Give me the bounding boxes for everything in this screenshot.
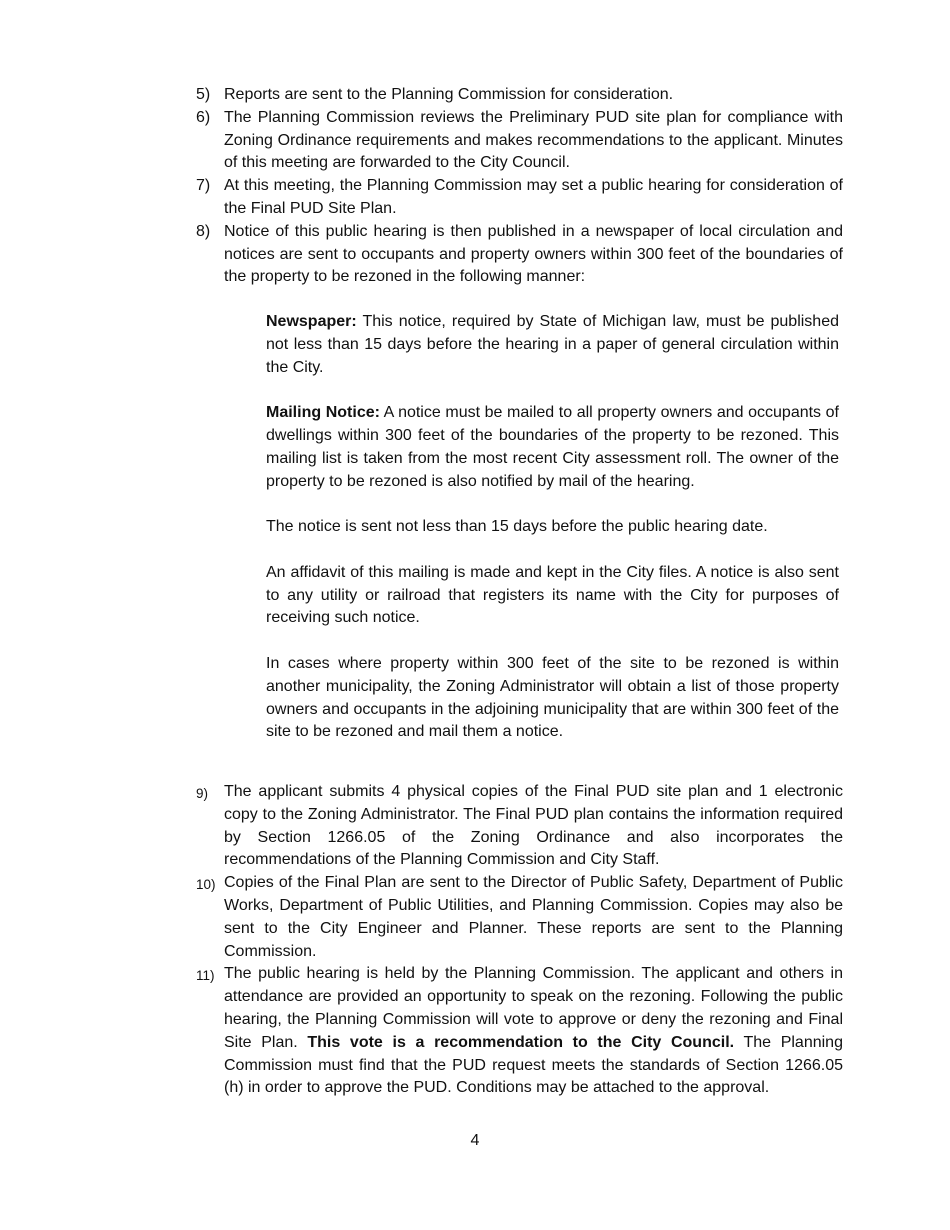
item-number: 6) — [196, 108, 211, 126]
mailing-paragraph — [266, 402, 839, 493]
affidavit-paragraph: An affidavit of this mailing is made and kept in the City files. A notice is also sent to any utility or railroad that registers its name with the City for purposes of receiving such notice. — [266, 563, 839, 627]
timing-paragraph: The notice is sent not less than 15 days before the public hearing date. — [266, 518, 768, 536]
item-number: 11) — [196, 968, 215, 984]
item-number: 10) — [196, 877, 216, 893]
item-text: Notice of this public hearing is then published in a newspaper of local circulation and notices are sent to occupants and property owners within 300 feet of the boundaries of the property to be rezoned in the following manner: — [224, 222, 843, 286]
item-text: Reports are sent to the Planning Commission for consideration. — [224, 86, 674, 103]
item-number: 8) — [196, 222, 211, 240]
item-number: 5) — [196, 86, 211, 103]
item-text-bold: This vote is a recommendation to the City Council. — [307, 1033, 735, 1051]
municipality-paragraph: In cases where property within 300 feet of the site to be rezoned is within another municipality, the Zoning Administrator will obtain a list of those property owners and occupants in the adjoining municipality that are within 300 feet of the site to be rezoned and mail them a notice. — [266, 654, 839, 741]
mailing-label: Mailing Notice: — [266, 404, 380, 422]
item-number: 7) — [196, 177, 211, 195]
item-text-b: The Planning Commission must find that the PUD request meets the standards of Section 1266.05 (h) in order to approve the PUD. Conditions may be attached to the approval. — [224, 1033, 843, 1097]
mailing-text: A notice must be mailed to all property owners and occupants of dwellings within 300 feet of the boundaries of the property to be rezoned. This mailing list is taken from the most recent City assessment roll. The owner of the property to be rezoned is also notified by mail of the hearing. — [266, 404, 840, 490]
list-item — [196, 963, 843, 1100]
page-number: 4 — [470, 1132, 480, 1149]
newspaper-label: Newspaper: — [266, 313, 357, 330]
procedure-list-top — [196, 84, 843, 289]
item-text: The applicant submits 4 physical copies of the Final PUD site plan and 1 electronic copy to the Zoning Administrator. The Final PUD plan contains the information required by Section 1266.05 of the Zoning Ordinance and also incorporates the recommendations of the Planning Commission and City Staff. — [224, 783, 843, 869]
item-text: Copies of the Final Plan are sent to the Director of Public Safety, Department of Public Works, Department of Public Utilities, and Planning Commission. Copies may also be sent to the City Engineer and Planner. These reports are sent to the Planning Commission. — [224, 874, 843, 960]
item-text: At this meeting, the Planning Commission may set a public hearing for consideration of the Final PUD Site Plan. — [224, 177, 843, 217]
item-text: The Planning Commission reviews the Preliminary PUD site plan for compliance with Zoning Ordinance requirements and makes recommendations to the applicant. Minutes of this meeting are forwarded to the City Council. — [224, 108, 843, 172]
list-item — [196, 221, 843, 289]
newspaper-paragraph — [266, 311, 839, 379]
procedure-list-bottom — [196, 781, 843, 1100]
newspaper-text: This notice, required by State of Michigan law, must be published not less than 15 days before the hearing in a paper of general circulation within the City. — [266, 313, 839, 376]
item-number: 9) — [196, 786, 209, 801]
list-item — [196, 175, 843, 221]
item-text-a: The public hearing is held by the Planning Commission. The applicant and others in attendance are provided an opportunity to speak on the rezoning. Following the public hearing, the Planning Commission will vote to approve or deny the rezoning and Final Site Plan. — [224, 965, 843, 1051]
notice-details — [266, 311, 839, 744]
list-item — [196, 872, 843, 963]
list-item — [196, 84, 843, 107]
list-item — [196, 107, 843, 175]
list-item — [196, 781, 843, 872]
